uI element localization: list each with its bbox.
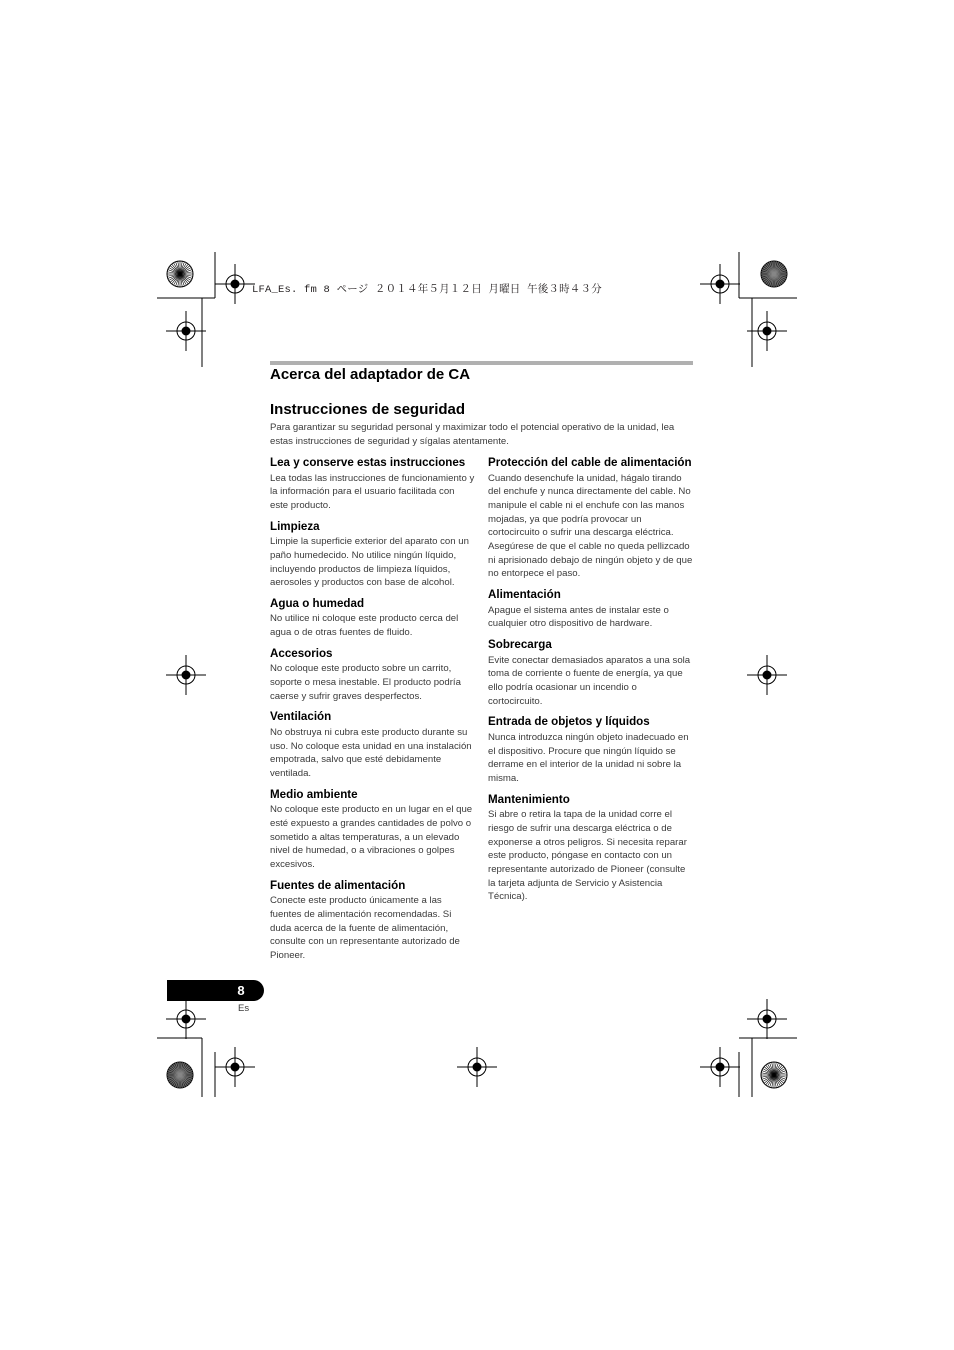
instruction-text: Si abre o retira la tapa de la unidad corre el riesgo de sufrir una descarga eléctrica o de exponerse a otros peligros. Si necesita reparar este producto, póngase en contacto con un representante autorizado de Pioneer (consulte la tarjeta adjunta de Servicio y Asistencia Técnica). [488,809,687,903]
instruction-heading: Mantenimiento [488,792,570,806]
instruction-text: Nunca introduzca ningún objeto inadecuado en el dispositivo. Procure que ningún líquido se derrame en el interior de la unidad ni sobre la misma. [488,731,689,784]
instruction-heading: Limpieza [270,519,320,533]
instruction-heading: Accesorios [270,646,333,660]
instruction-heading: Alimentación [488,588,561,602]
instruction-heading: Ventilación [270,710,332,724]
instruction-heading: Agua o humedad [270,596,365,610]
page-language: Es [238,1003,250,1014]
instruction-item [270,646,475,704]
right-column [488,455,693,910]
instruction-text: No coloque este producto en un lugar en el que esté expuesto a grandes cantidades de polvo o sometido a altas temperaturas, a un elevado nivel de humedad, o a vibraciones o golpes excesivos. [270,804,473,871]
instruction-heading: Lea y conserve estas instrucciones [270,456,466,469]
instruction-item [488,637,693,708]
instruction-heading: Fuentes de alimentación [270,878,406,892]
instruction-heading: Medio ambiente [270,787,358,801]
instruction-item [270,878,475,963]
left-column [270,455,475,969]
instruction-text: Limpie la superficie exterior del aparato con un paño humedecido. No utilice ningún líquido, incluyendo productos de limpieza líquidos, aerosoles y productos con base de alcohol. [270,536,469,589]
instruction-heading: Entrada de objetos y líquidos [488,715,650,729]
intro-paragraph: Para garantizar su seguridad personal y maximizar todo el potencial operativo de la unidad, lea estas instrucciones de seguridad y sígalas atentamente. [270,422,675,447]
instruction-item [270,709,475,780]
section-title: Acerca del adaptador de CA [270,366,471,383]
section-rule [270,361,693,365]
instruction-item [488,792,693,904]
instruction-text: Conecte este producto únicamente a las fuentes de alimentación recomendadas. Si duda acerca de la fuente de alimentación, consulte con un representante autorizado de Pioneer. [270,895,460,962]
instruction-text: No utilice ni coloque este producto cerca del agua o de otras fuentes de fluido. [270,613,459,639]
instruction-item [270,519,475,590]
instruction-item [270,596,475,640]
instruction-text: No coloque este producto sobre un carrito, soporte o mesa inestable. El producto podría caerse y sufrir graves desperfectos. [270,663,461,702]
print-header: LFA_Es. fm 8 ページ ２０１４年５月１２日 月曜日 午後３時４３分 [252,284,602,296]
instruction-item [488,714,693,785]
instruction-item [270,455,475,513]
instruction-item [488,587,693,631]
instruction-text: No obstruya ni cubra este producto durante su uso. No coloque esta unidad en una instalación empotrada, salvo que esté debidamente ventilada. [270,726,472,780]
instruction-item [270,787,475,872]
instruction-text: Lea todas las instrucciones de funcionamiento y la información para el usuario facilitada con este producto. [270,472,475,511]
instruction-text: Evite conectar demasiados aparatos a una sola toma de corriente o fuente de energía, ya que ello podría ocasionar un incendio o cortocircuito. [488,654,691,707]
page-title: Instrucciones de seguridad [270,401,466,418]
instruction-text: Cuando desenchufe la unidad, hágalo tirando del enchufe y nunca directamente del cable. No manipule el cable ni el enchufe con las manos mojadas, ya que podría provocar un cortocircuito o sufrir una descarga eléctrica. Asegúrese de que el cable no queda pellizcado ni aprisionado debajo de ningún objeto y de que no entorpece el paso. [488,472,693,580]
instruction-text: Apague el sistema antes de instalar este o cualquier otro dispositivo de hardware. [488,604,669,630]
page-number: 8 [237,983,245,998]
instruction-item [488,455,693,581]
instruction-heading: Sobrecarga [488,638,552,652]
instruction-heading: Protección del cable de alimentación [488,456,692,469]
